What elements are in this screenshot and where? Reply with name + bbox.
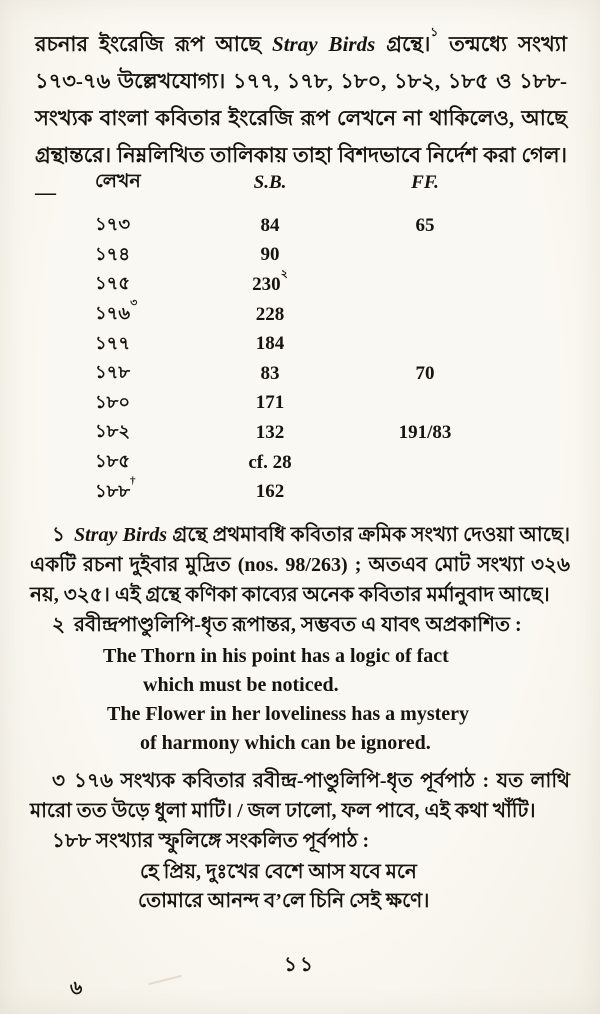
sb-number: 90 (260, 244, 280, 266)
verse-line: তোমারে আনন্দ ব’লে চিনি সেই ক্ষণে। (138, 890, 430, 912)
cell-ff: 65 (415, 214, 435, 236)
cell-sb (195, 333, 345, 355)
table-row (95, 389, 515, 419)
concordance-table (95, 167, 515, 507)
verse-line: The Thorn in his point has a logic of fact (103, 645, 449, 667)
page-number: ১১ (284, 954, 316, 976)
cell-lekhan (95, 358, 195, 389)
cell-lekhan (95, 388, 195, 419)
sb-number: 184 (255, 333, 285, 355)
sb-number: 83 (260, 362, 280, 384)
sb-number: cf. 28 (248, 451, 292, 473)
sb-number: 84 (260, 214, 280, 236)
cell-lekhan (95, 329, 195, 360)
sb-number: 171 (255, 392, 285, 414)
table-row (95, 474, 515, 507)
header-sb: S.B. (253, 171, 287, 193)
cell-lekhan (95, 417, 195, 448)
intro-text-after: গ্রন্থে। (375, 32, 431, 56)
cell-sb (195, 215, 345, 237)
lekhan-number: ১৭৬ (95, 303, 131, 324)
footnote-3-text: ১৭৬ সংখ্যক কবিতার রবীন্দ্র-পাণ্ডুলিপি-ধৃত পূর্বপাঠ : যত লাথি মারো তত উড়ে ধুলা মাটি। / জল ঢালো, ফল পাবে, এই কথা খাঁটি। (30, 770, 570, 822)
table-header-row (95, 167, 515, 198)
cell-sb (195, 452, 345, 474)
table-row (95, 297, 515, 330)
intro-text-before: রচনার ইংরেজি রূপ আছে (35, 32, 273, 56)
table-row (95, 241, 515, 271)
footnote-1-marker: ১ (52, 524, 65, 546)
cell-sb (195, 267, 345, 296)
footnote-ref-1: ১ (430, 25, 439, 39)
header-lekhan: লেখন (95, 170, 141, 192)
lekhan-number: ১৮০ (95, 391, 131, 412)
cell-sb (195, 422, 345, 444)
cell-ff: 70 (415, 362, 435, 384)
footnote-1-book-title: Stray Birds (73, 524, 168, 546)
footnote-4-text: ১৮৮ সংখ্যার স্ফুলিঙ্গে সংকলিত পূর্বপাঠ : (52, 830, 370, 852)
footnote-2 (30, 610, 570, 640)
sb-number: 230 (252, 273, 281, 295)
sb-number: 228 (255, 303, 285, 325)
sb-number: 162 (255, 481, 285, 503)
cell-lekhan (95, 299, 195, 330)
footnotes-section (30, 520, 570, 916)
signature-mark: ৬ (70, 978, 83, 999)
table-row (95, 211, 515, 241)
lekhan-footnote-mark: ৩ (130, 297, 138, 310)
table-row (95, 448, 515, 478)
cell-lekhan (95, 447, 195, 478)
table-row (95, 359, 515, 389)
book-title-italic: Stray Birds (272, 32, 376, 56)
english-verse-quote (30, 642, 570, 758)
cell-sb (195, 244, 345, 266)
cell-sb (195, 363, 345, 385)
lekhan-footnote-mark: † (130, 474, 136, 487)
verse-line: which must be noticed. (143, 674, 339, 696)
intro-text-rest: তন্মধ্যে সংখ্যা ১৭৩-৭৬ উল্লেখযোগ্য। ১৭৭, ১৭৮, ১৮০, ১৮২, ১৮৫ ও ১৮৮-সংখ্যক বাংলা কবিতার ইংরেজি রূপ লেখনে না থাকিলেও, আছে গ্রন্থান্তরে। নিম্নলিখিত তালিকায় তাহা বিশদভাবে নির্দেশ করা গেল।— (35, 32, 567, 204)
verse-line: of harmony which can be ignored. (140, 732, 431, 754)
footnote-1 (30, 520, 570, 610)
sb-footnote-mark: ২ (280, 267, 288, 280)
lekhan-number: ১৭৭ (95, 332, 131, 353)
lekhan-number: ১৮৫ (95, 451, 131, 472)
cell-lekhan (95, 269, 195, 300)
lekhan-number: ১৮৮ (95, 480, 131, 501)
lekhan-number: ১৭৮ (95, 362, 131, 383)
cell-ff: 191/83 (398, 421, 452, 443)
table-row (95, 267, 515, 300)
lekhan-number: ১৭৫ (95, 273, 131, 294)
cell-sb (195, 392, 345, 414)
table-row (95, 329, 515, 359)
verse-line: The Flower in her loveliness has a mystery (107, 703, 470, 725)
cell-sb (195, 481, 345, 503)
footnote-3-marker: ৩ (52, 770, 66, 792)
footnote-3 (30, 766, 570, 826)
lekhan-number: ১৭৩ (95, 214, 131, 235)
footnote-2-text: রবীন্দ্রপাণ্ডুলিপি-ধৃত রূপান্তর, সম্ভবত এ যাবৎ অপ্রকাশিত : (74, 614, 522, 636)
cell-lekhan (95, 240, 195, 271)
footnote-4 (30, 826, 570, 856)
cell-sb (195, 304, 345, 326)
lekhan-number: ১৮২ (95, 421, 131, 442)
bengali-verse-quote (30, 858, 570, 916)
cell-lekhan (95, 210, 195, 241)
footnote-2-marker: ২ (52, 614, 66, 636)
footnote-1-text: গ্রন্থে প্রথমাবধি কবিতার ক্রমিক সংখ্যা দেওয়া আছে। একটি রচনা দুইবার মুদ্রিত (nos. 98/263) ; অতএব মোট সংখ্যা ৩২৬ নয়, ৩২৫। এই গ্রন্থে কণিকা কাব্যের অনেক কবিতার মর্মানুবাদ আছে। (30, 524, 571, 606)
sb-number: 132 (255, 421, 285, 443)
verse-line: হে প্রিয়, দুঃখের বেশে আস যবে মনে (140, 861, 417, 883)
lekhan-number: ১৭৪ (95, 243, 131, 264)
header-ff: FF. (411, 171, 439, 193)
table-row (95, 418, 515, 448)
cell-lekhan (95, 474, 195, 508)
